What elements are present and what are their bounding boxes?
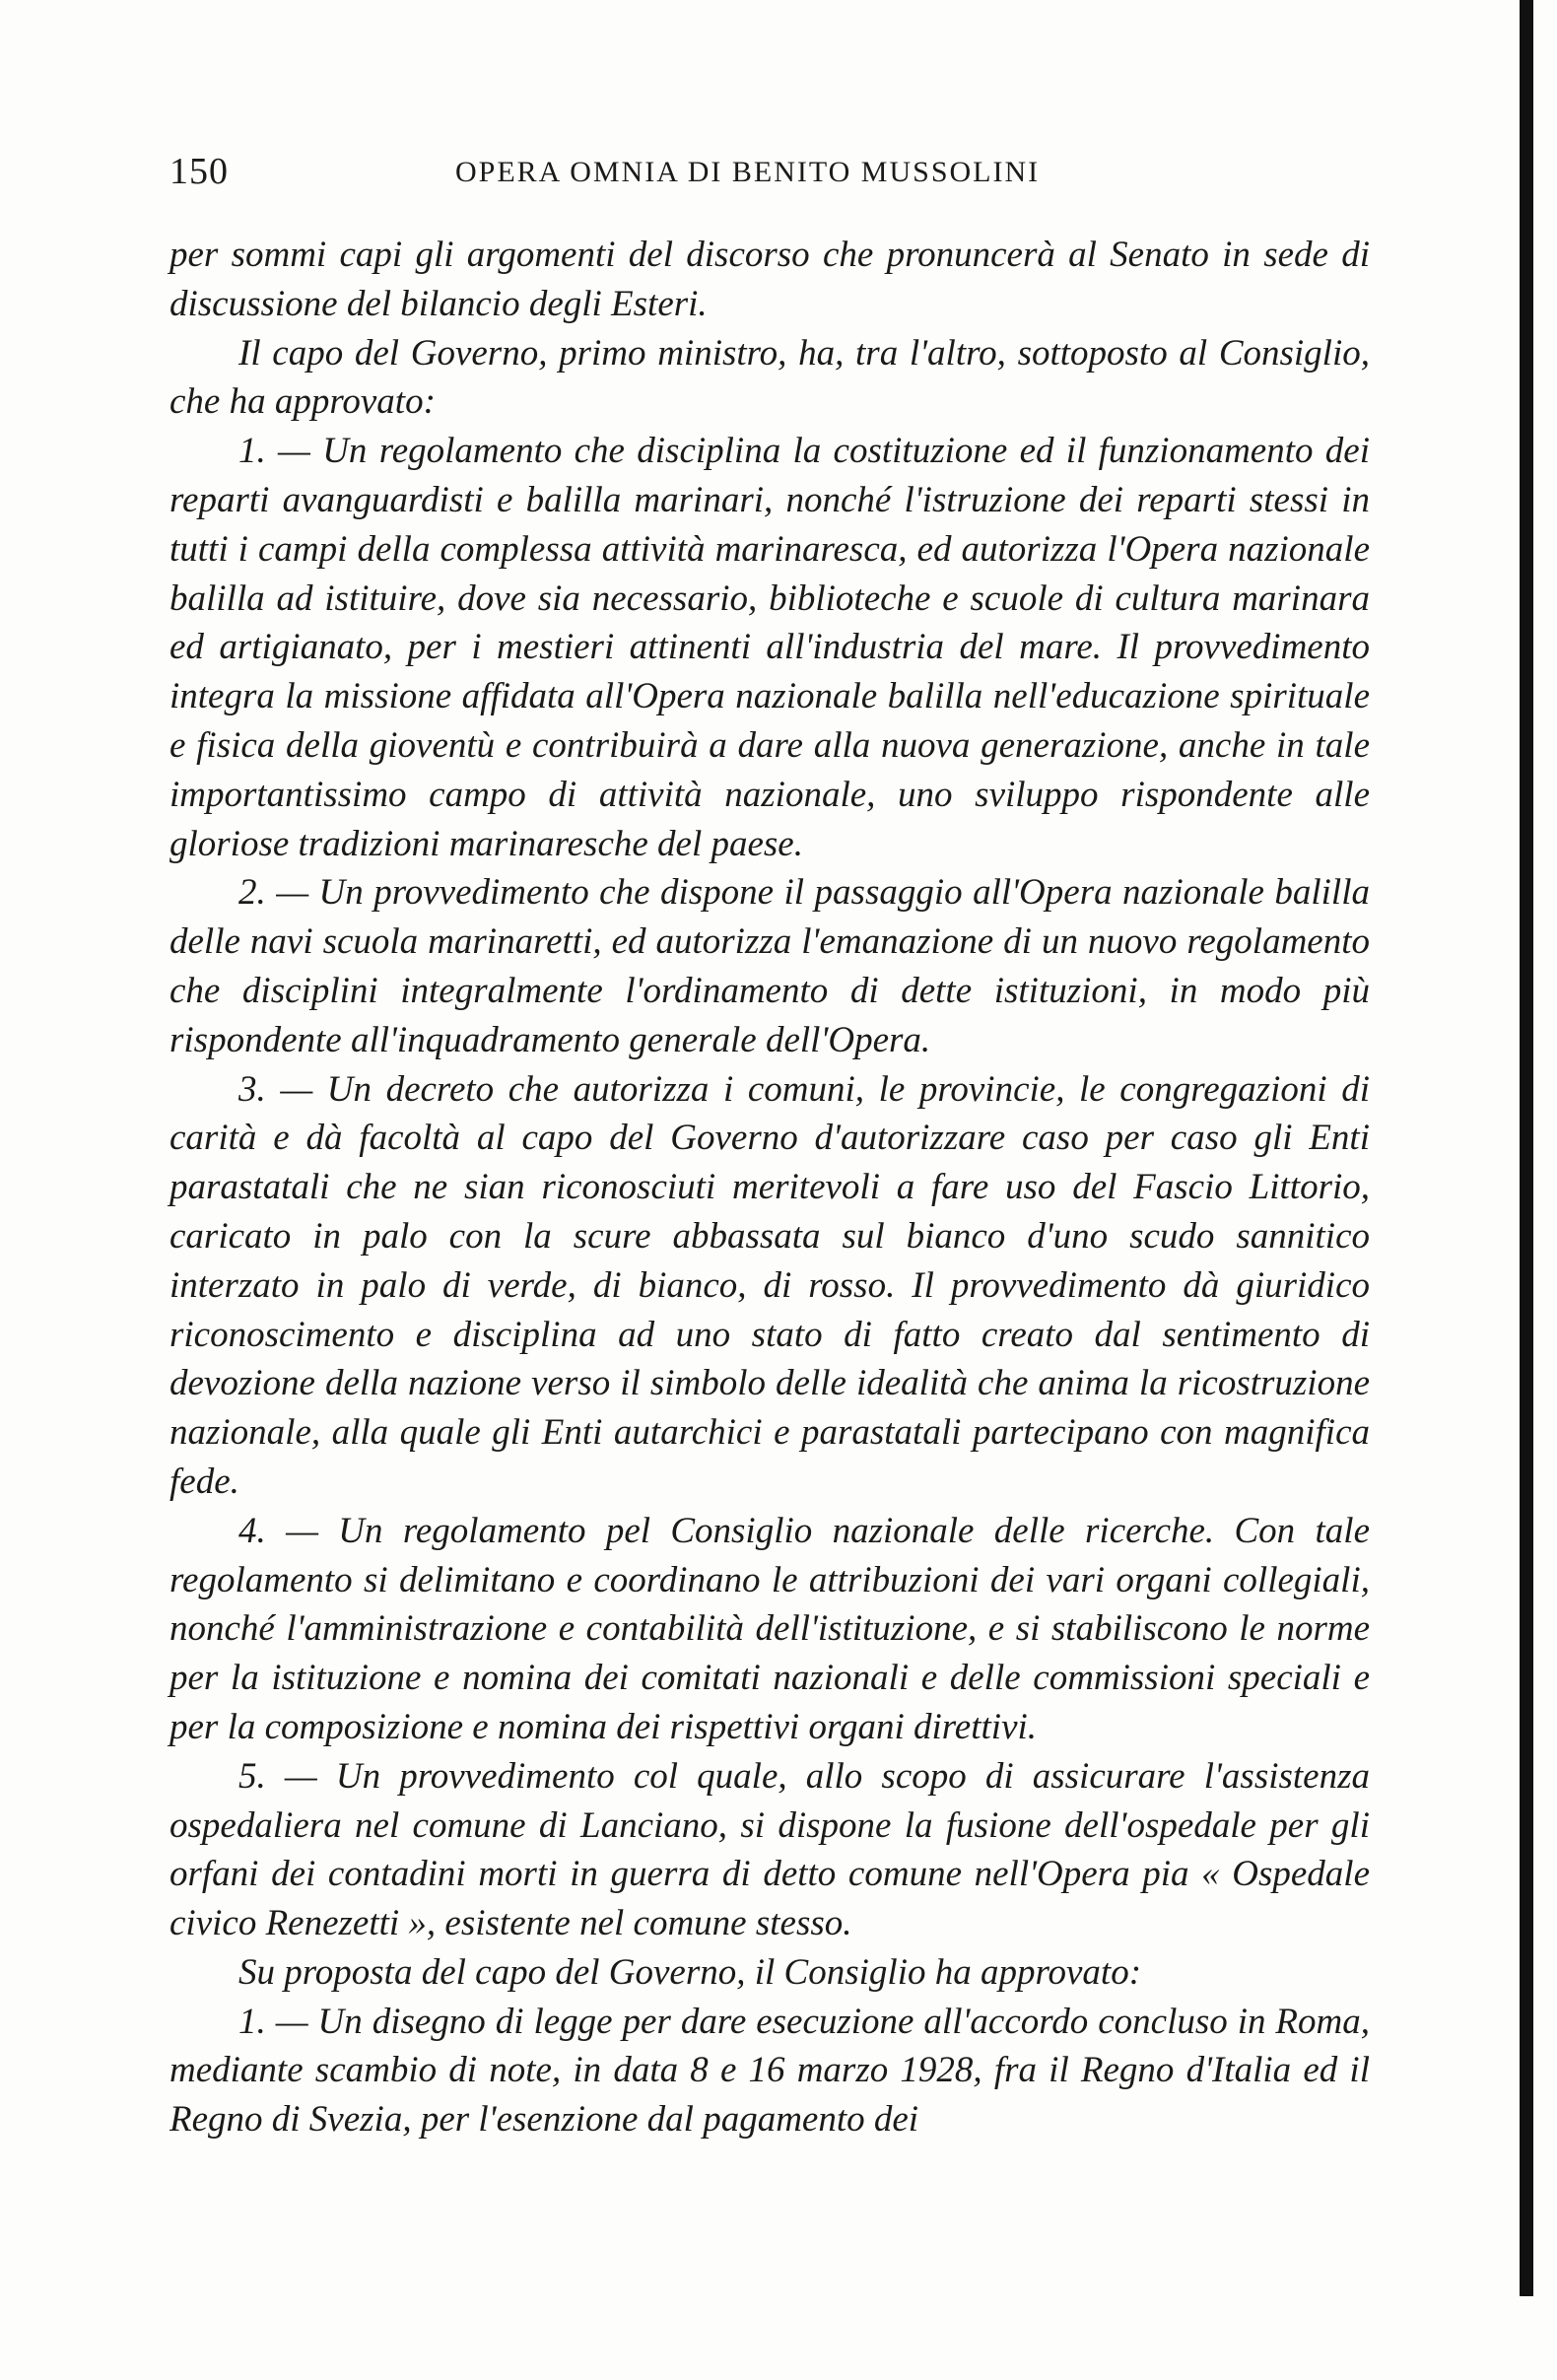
paragraph-item-1: 1. — Un regolamento che disciplina la costituzione ed il funzionamento dei reparti avanguardisti e balilla marinari, nonché l'istruzione dei reparti stessi in tutti i campi della complessa attività marinaresca, ed autorizza l'Opera nazionale balilla ad istituire, dove sia necessario, biblioteche e scuole di cultura marinara ed artigianato, per i mestieri attinenti all'industria del mare. Il provvedimento integra la missione affidata all'Opera nazionale balilla nell'educazione spirituale e fisica della gioventù e contribuirà a dare alla nuova generazione, anche in tale importantissimo campo di attività nazionale, uno sviluppo rispondente alle gloriose tradizioni marinaresche del paese.	[169, 431, 1370, 864]
running-title: OPERA OMNIA DI BENITO MUSSOLINI	[455, 156, 1041, 188]
paragraph-item-3: 3. — Un decreto che autorizza i comuni, le provincie, le congregazioni di carità e dà facoltà al capo del Governo d'autorizzare caso per caso gli Enti parastatali che ne sian riconosciuti meritevoli a fare uso del Fascio Littorio, caricato in palo con la scure abbassata sul bianco d'uno scudo sannitico interzato in palo di verde, di bianco, di rosso. Il provvedimento dà giuridico riconoscimento e disciplina ad uno stato di fatto creato dal sentimento di devozione della nazione verso il simbolo delle idealità che anima la ricostruzione nazionale, alla quale gli Enti autarchici e parastatali partecipano con magnifica fede.	[169, 1068, 1370, 1502]
page-number: 150	[169, 151, 229, 192]
paragraph-continuation: per sommi capi gli argomenti del discorso che pronuncerà al Senato in sede di discussione del bilancio degli Esteri.	[169, 235, 1370, 324]
paragraph-item-5: 5. — Un provvedimento col quale, allo scopo di assicurare l'assistenza ospedaliera nel comune di Lanciano, si dispone la fusione dell'ospedale per gli orfani dei contadini morti in guerra di detto comune nell'Opera pia « Ospedale civico Renezetti », esistente nel comune stesso.	[169, 1755, 1370, 1944]
scan-edge-shadow	[1520, 0, 1533, 2296]
paragraph-intro: Il capo del Governo, primo ministro, ha, tra l'altro, sottoposto al Consiglio, che ha approvato:	[169, 332, 1370, 423]
paragraph-second-intro: Su proposta del capo del Governo, il Consiglio ha approvato:	[238, 1951, 1142, 1993]
running-head	[169, 150, 1401, 199]
paragraph-item-2: 2. — Un provvedimento che dispone il passaggio all'Opera nazionale balilla delle navi scuola marinaretti, ed autorizza l'emanazione di un nuovo regolamento che disciplini integralmente l'ordinamento di dette istituzioni, in modo più rispondente all'inquadramento generale dell'Opera.	[169, 872, 1370, 1060]
body-text	[169, 231, 1370, 2144]
paragraph-second-item-1: 1. — Un disegno di legge per dare esecuzione all'accordo concluso in Roma, mediante scambio di note, in data 8 e 16 marzo 1928, fra il Regno d'Italia ed il Regno di Svezia, per l'esenzione dal pagamento dei	[169, 2001, 1370, 2141]
paragraph-item-4: 4. — Un regolamento pel Consiglio nazionale delle ricerche. Con tale regolamento si delimitano e coordinano le attribuzioni dei vari organi collegiali, nonché l'amministrazione e contabilità dell'istituzione, e si stabiliscono le norme per la istituzione e nomina dei comitati nazionali e delle commissioni speciali e per la composizione e nomina dei rispettivi organi direttivi.	[169, 1510, 1370, 1747]
